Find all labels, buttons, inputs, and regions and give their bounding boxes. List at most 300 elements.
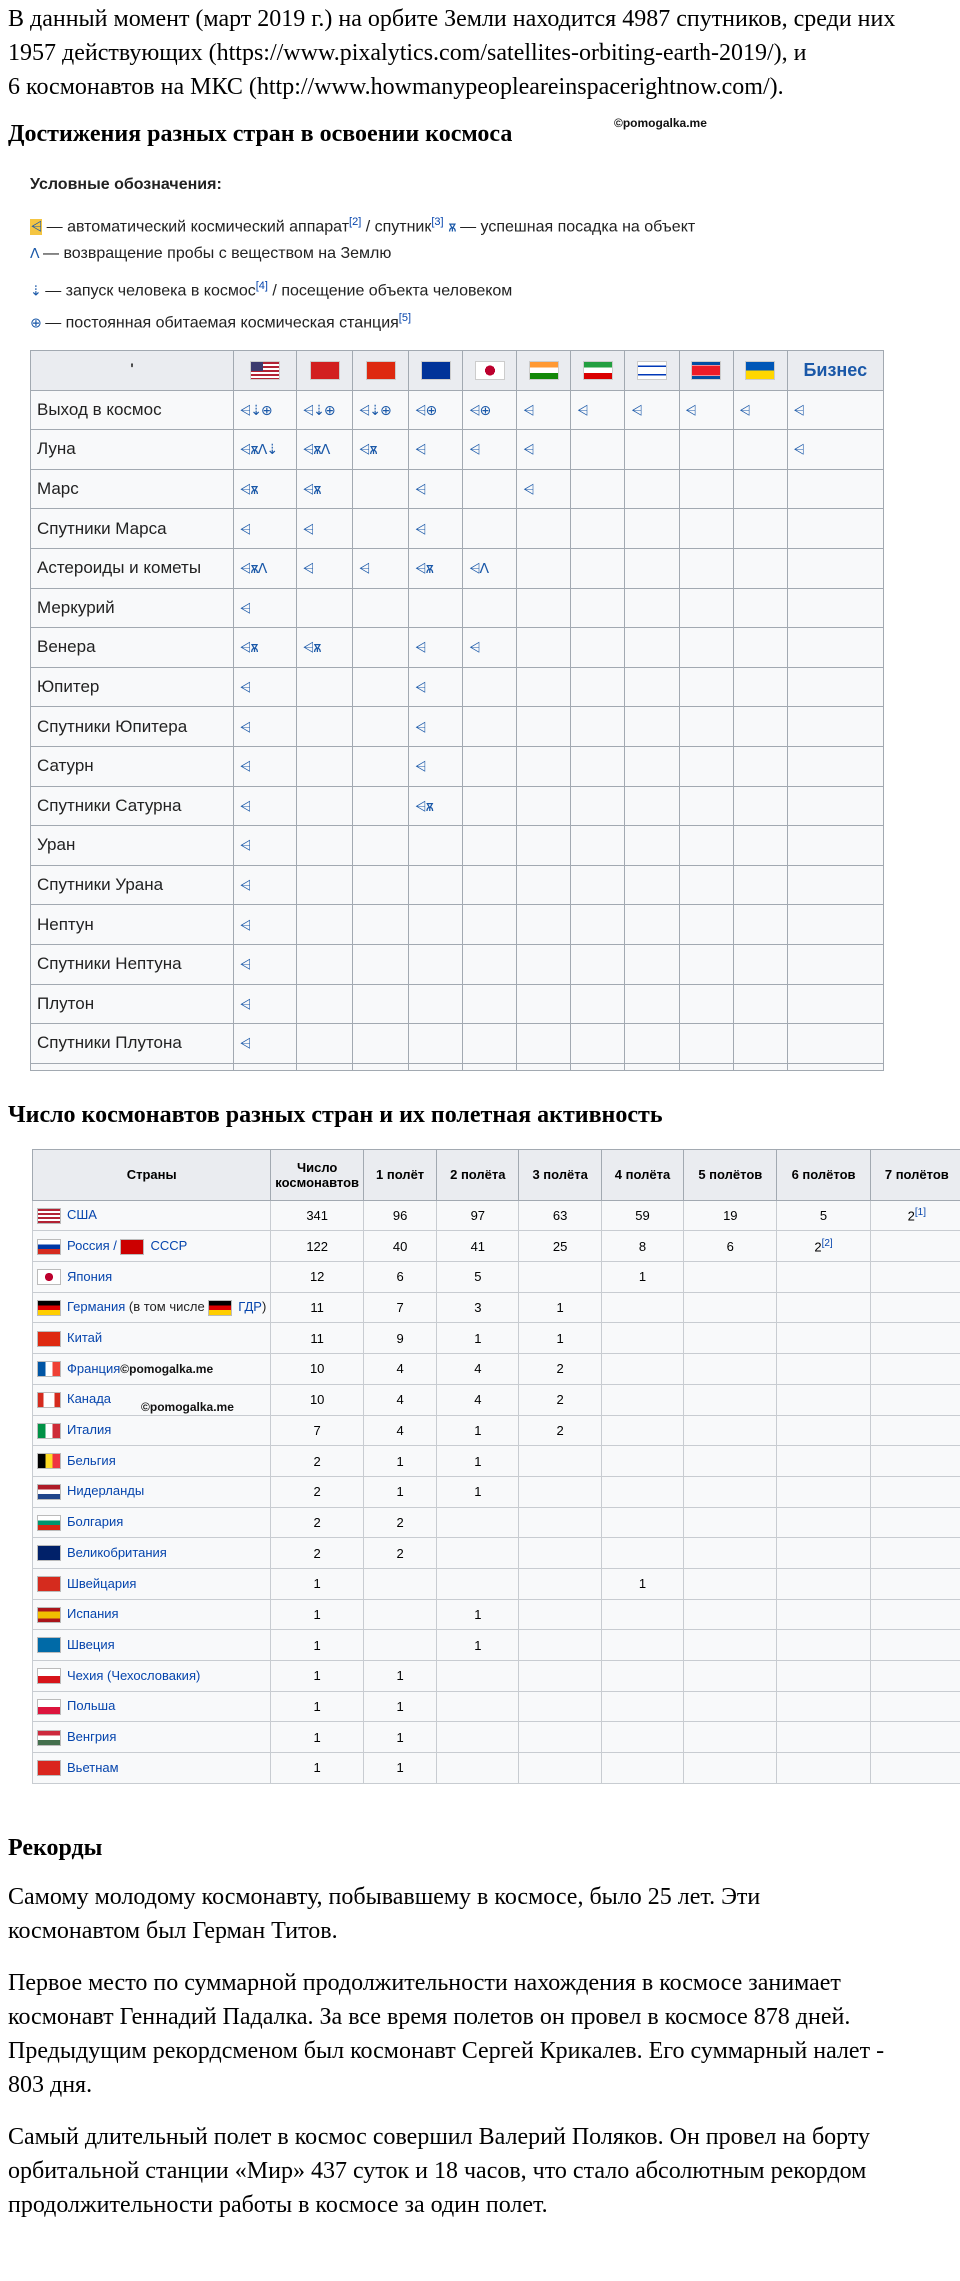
- cosmonauts-row: [33, 1292, 960, 1323]
- flight-count-cell: [437, 1661, 519, 1692]
- country-link[interactable]: Болгария: [67, 1514, 124, 1530]
- flag-ukraine: [733, 351, 787, 391]
- achievement-cell: [353, 1024, 409, 1064]
- flight-count-cell: [601, 1323, 683, 1354]
- country-cell: [33, 1200, 271, 1231]
- achievement-cell: [234, 1024, 297, 1064]
- flight-count-cell: 2[1]: [870, 1200, 960, 1231]
- country-link[interactable]: Вьетнам: [67, 1759, 119, 1775]
- country-link[interactable]: Испания: [67, 1606, 119, 1622]
- flight-count-cell: [777, 1476, 870, 1507]
- flight-count-cell: 5: [437, 1262, 519, 1293]
- flight-count-cell: [684, 1691, 777, 1722]
- achievement-icons: ⩤: [793, 402, 804, 419]
- flight-count-cell: [870, 1415, 960, 1446]
- achievement-cell: [353, 390, 409, 430]
- flight-count-cell: 1: [271, 1630, 364, 1661]
- target-name: Спутники Сатурна: [31, 786, 234, 826]
- flight-count-cell: 1: [364, 1446, 437, 1477]
- achievement-cell: [625, 865, 679, 905]
- achievement-cell: [353, 548, 409, 588]
- achievement-cell: [733, 944, 787, 984]
- flight-count-cell: [519, 1538, 601, 1569]
- country-flag-icon: [37, 1545, 61, 1561]
- flight-count-cell: [777, 1415, 870, 1446]
- achievement-cell: [517, 667, 571, 707]
- achievement-cell: [409, 430, 463, 470]
- achievement-cell: [733, 667, 787, 707]
- achievement-cell: [234, 786, 297, 826]
- achievement-cell: [571, 390, 625, 430]
- target-name: Спутники Урана: [31, 865, 234, 905]
- country-link[interactable]: Япония: [67, 1268, 113, 1284]
- flight-count-cell: 25: [519, 1231, 601, 1262]
- flight-count-cell: 1: [364, 1753, 437, 1784]
- cosmonauts-row: [33, 1568, 960, 1599]
- achievement-cell: [625, 390, 679, 430]
- flight-count-cell: [777, 1323, 870, 1354]
- achievement-icons: ⩤: [240, 719, 251, 736]
- cosmonauts-row: [33, 1323, 960, 1354]
- country-flag-icon: [37, 1515, 61, 1531]
- achievement-cell: [463, 509, 517, 549]
- flight-count-cell: [870, 1661, 960, 1692]
- flight-count-cell: [870, 1323, 960, 1354]
- cosmonauts-row: [33, 1354, 960, 1385]
- country-link[interactable]: Франция: [67, 1360, 121, 1376]
- achievement-icons: ⩤⊕: [469, 402, 491, 419]
- achievement-cell: [234, 746, 297, 786]
- achievement-row: [31, 786, 884, 826]
- achievement-cell: [571, 707, 625, 747]
- flight-count-cell: [870, 1231, 960, 1262]
- country-link[interactable]: Бельгия: [67, 1452, 116, 1468]
- flight-count-cell: 40: [364, 1231, 437, 1262]
- achievement-cell: [787, 786, 883, 826]
- flight-count-cell: [437, 1691, 519, 1722]
- achievement-icons: ⩤ѫⴷ: [240, 561, 267, 578]
- achievement-icons: ⩤: [240, 759, 251, 776]
- country-link[interactable]: СССР: [150, 1237, 188, 1253]
- achievement-cell: [353, 588, 409, 628]
- ref-link[interactable]: [3]: [431, 216, 444, 228]
- cosmonauts-row: [33, 1476, 960, 1507]
- col-5-flights: 5 полётов: [684, 1149, 777, 1200]
- achievement-icons: ⩤: [415, 521, 426, 538]
- achievement-cell: [353, 826, 409, 866]
- achievement-icons: ⩤: [240, 798, 251, 815]
- achievement-cell: [517, 746, 571, 786]
- flight-count-cell: [870, 1262, 960, 1293]
- achievement-icons: ⩤: [240, 838, 251, 855]
- achievement-cell: [571, 746, 625, 786]
- achievement-cell: [234, 390, 297, 430]
- country-flag-icon: [37, 1208, 61, 1224]
- country-link[interactable]: США: [67, 1207, 97, 1223]
- achievement-icons: ⩤ѫⴷ: [302, 442, 330, 459]
- flight-count-cell: [437, 1568, 519, 1599]
- flight-count-cell: 2: [364, 1538, 437, 1569]
- achievement-cell: [625, 944, 679, 984]
- flight-count-cell: [519, 1446, 601, 1477]
- flight-count-cell: 1: [364, 1476, 437, 1507]
- ref-link[interactable]: [4]: [255, 280, 268, 292]
- flight-count-cell: [870, 1507, 960, 1538]
- achievement-cell: [353, 786, 409, 826]
- country-cell: [33, 1476, 271, 1507]
- cosmonauts-row: [33, 1446, 960, 1477]
- achievement-cell: [733, 984, 787, 1024]
- flight-count-cell: [601, 1384, 683, 1415]
- flight-count-cell: [684, 1476, 777, 1507]
- flight-count-cell: 1: [437, 1446, 519, 1477]
- flight-count-cell: 4: [437, 1354, 519, 1385]
- col-count: Число космонавтов: [271, 1149, 364, 1200]
- flight-count-cell: 1: [519, 1323, 601, 1354]
- achievement-icons: ⩤: [240, 680, 251, 697]
- achievement-cell: [625, 469, 679, 509]
- flight-count-cell: [870, 1476, 960, 1507]
- achievement-cell: [571, 548, 625, 588]
- achievement-cell: [463, 1024, 517, 1064]
- flight-count-cell: [684, 1262, 777, 1293]
- achievement-cell: [571, 786, 625, 826]
- flight-count-cell: [777, 1753, 870, 1784]
- cosmonauts-row: [33, 1599, 960, 1630]
- flight-count-cell: 2: [271, 1446, 364, 1477]
- achievement-row: [31, 548, 884, 588]
- achievement-cell: [571, 944, 625, 984]
- flight-count-cell: [519, 1476, 601, 1507]
- col-2-flights: 2 полёта: [437, 1149, 519, 1200]
- ref-link[interactable]: [2]: [349, 216, 362, 228]
- achievement-cell: [296, 469, 352, 509]
- achievement-cell: [787, 865, 883, 905]
- achievement-cell: [733, 430, 787, 470]
- flight-count-cell: [684, 1292, 777, 1323]
- achievement-cell: [733, 588, 787, 628]
- flight-count-cell: 9: [364, 1323, 437, 1354]
- flight-count-cell: [601, 1476, 683, 1507]
- ref-link[interactable]: [2]: [821, 1238, 833, 1250]
- achievement-cell: [296, 865, 352, 905]
- achievement-cell: [625, 1024, 679, 1064]
- flight-count-cell: [870, 1446, 960, 1477]
- flight-count-cell: [684, 1599, 777, 1630]
- achievement-icons: ⩤: [631, 402, 642, 419]
- achievement-cell: [679, 707, 733, 747]
- achievement-cell: [463, 390, 517, 430]
- achievement-icons: ⩤ѫ: [240, 482, 258, 499]
- achievements-table: [30, 350, 884, 1071]
- flight-count-cell: [601, 1691, 683, 1722]
- flight-count-cell: [437, 1753, 519, 1784]
- flight-count-cell: [601, 1292, 683, 1323]
- country-cell: [33, 1231, 271, 1262]
- achievement-cell: [234, 905, 297, 945]
- achievement-icons: ⩤⇣⊕: [302, 402, 335, 419]
- flight-count-cell: [684, 1354, 777, 1385]
- achievement-cell: [571, 430, 625, 470]
- achievement-cell: [296, 905, 352, 945]
- country-cell: [33, 1630, 271, 1661]
- flag-eu: [409, 351, 463, 391]
- flight-count-cell: [364, 1568, 437, 1599]
- cosmonauts-row: [33, 1753, 960, 1784]
- achievement-cell: [296, 509, 352, 549]
- achievement-cell: [787, 628, 883, 668]
- achievement-cell: [463, 786, 517, 826]
- flight-count-cell: 6: [364, 1262, 437, 1293]
- flight-count-cell: [601, 1446, 683, 1477]
- flight-count-cell: 1: [364, 1722, 437, 1753]
- achievement-cell: [625, 548, 679, 588]
- achievement-cell: [353, 746, 409, 786]
- country-link[interactable]: Нидерланды: [67, 1483, 145, 1499]
- achievement-icons: ⩤: [523, 482, 534, 499]
- flight-count-cell: [519, 1722, 601, 1753]
- achievement-cell: [679, 667, 733, 707]
- achievement-cell: [409, 509, 463, 549]
- flight-count-cell: [777, 1599, 870, 1630]
- achievement-cell: [571, 865, 625, 905]
- achievement-cell: [353, 707, 409, 747]
- achievement-cell: [409, 984, 463, 1024]
- country-link[interactable]: ГДР: [238, 1299, 262, 1315]
- country-flag-icon: [37, 1637, 61, 1653]
- target-name: Марс: [31, 469, 234, 509]
- achievement-cell: [234, 469, 297, 509]
- flight-count-cell: 1: [437, 1630, 519, 1661]
- achievement-cell: [787, 905, 883, 945]
- achievement-cell: [463, 628, 517, 668]
- country-link[interactable]: Польша: [67, 1698, 116, 1714]
- achievement-cell: [234, 628, 297, 668]
- achievement-cell: [409, 746, 463, 786]
- achievement-cell: [409, 826, 463, 866]
- achievement-row: [31, 865, 884, 905]
- flight-count-cell: 4: [364, 1384, 437, 1415]
- country-note-end: ): [261, 1299, 267, 1315]
- records-paragraph-1: Самому молодому космонавту, побывавшему в космосе, было 25 лет. Эти космонавтом был Герман Титов.: [8, 1883, 761, 1944]
- achievement-cell: [733, 826, 787, 866]
- col-7-flights: 7 полётов: [870, 1149, 960, 1200]
- country-flag-icon: [120, 1239, 144, 1255]
- achievement-row: [31, 469, 884, 509]
- achievement-cell: [517, 548, 571, 588]
- ref-link[interactable]: [5]: [398, 312, 412, 324]
- achievement-cell: [463, 826, 517, 866]
- flight-count-cell: 4: [437, 1384, 519, 1415]
- flight-count-cell: 2: [271, 1538, 364, 1569]
- col-6-flights: 6 полётов: [777, 1149, 870, 1200]
- achievement-cell: [353, 509, 409, 549]
- country-flag-icon: [37, 1484, 61, 1500]
- achievement-cell: [296, 628, 352, 668]
- station-icon: ⊕: [30, 315, 41, 332]
- flight-count-cell: 1: [601, 1262, 683, 1293]
- flight-count-cell: [364, 1630, 437, 1661]
- country-flag-icon: [37, 1392, 61, 1408]
- achievement-cell: [625, 786, 679, 826]
- achievement-cell: [733, 390, 787, 430]
- watermark: ©pomogalka.me: [141, 1400, 234, 1415]
- achievement-cell: [571, 826, 625, 866]
- legend-row-human: ⇣ — запуск человека в космос[4] / посещение объекта человеком: [30, 280, 513, 300]
- achievement-cell: [571, 984, 625, 1024]
- flight-count-cell: [870, 1384, 960, 1415]
- flight-count-cell: 12: [271, 1262, 364, 1293]
- flight-count-cell: 96: [364, 1200, 437, 1231]
- achievement-icons: ⩤: [359, 561, 370, 578]
- achievement-cell: [409, 390, 463, 430]
- country-flag-icon: [37, 1453, 61, 1469]
- flight-count-cell: [777, 1691, 870, 1722]
- country-link[interactable]: Чехия (Чехословакия): [67, 1667, 201, 1683]
- flight-count-cell: 2: [271, 1476, 364, 1507]
- flight-count-cell: [684, 1415, 777, 1446]
- achievement-cell: [409, 469, 463, 509]
- target-name: Спутники Нептуна: [31, 944, 234, 984]
- flight-count-cell: [437, 1507, 519, 1538]
- achievement-cell: [234, 667, 297, 707]
- col-4-flights: 4 полёта: [601, 1149, 683, 1200]
- flight-count-cell: 1: [271, 1753, 364, 1784]
- records-title: Рекорды: [8, 1834, 103, 1861]
- cosmonauts-row: [33, 1507, 960, 1538]
- achievement-icons: ⩤ѫ: [415, 561, 434, 578]
- achievement-cell: [733, 469, 787, 509]
- flight-count-cell: [684, 1384, 777, 1415]
- achievement-icons: ⩤ѫ: [415, 798, 434, 815]
- achievement-cell: [625, 628, 679, 668]
- achievement-icons: ⩤: [240, 917, 251, 934]
- achievement-cell: [571, 1024, 625, 1064]
- flag-china: [353, 351, 409, 391]
- achievement-cell: [517, 905, 571, 945]
- achievement-cell: [409, 707, 463, 747]
- country-link[interactable]: Швейцария: [67, 1575, 137, 1591]
- flight-count-cell: [519, 1599, 601, 1630]
- achievement-icons: ⩤: [240, 878, 251, 895]
- achievement-cell: [353, 667, 409, 707]
- achievement-cell: [679, 746, 733, 786]
- flight-count-cell: 1: [271, 1691, 364, 1722]
- country-flag-icon: [37, 1239, 61, 1255]
- country-note: (в том числе: [125, 1299, 209, 1315]
- achievement-cell: [296, 984, 352, 1024]
- country-cell: [33, 1753, 271, 1784]
- cosmonauts-row: [33, 1262, 960, 1293]
- achievement-icons: ⩤: [577, 402, 588, 419]
- ref-link[interactable]: [1]: [914, 1207, 927, 1219]
- achievement-cell: [296, 430, 352, 470]
- achievement-cell: [787, 746, 883, 786]
- achievement-row: [31, 430, 884, 470]
- target-name: Меркурий: [31, 588, 234, 628]
- achievement-cell: [234, 944, 297, 984]
- achievement-icons: ⩤: [685, 402, 696, 419]
- flight-count-cell: [870, 1630, 960, 1661]
- flight-count-cell: [684, 1538, 777, 1569]
- achievement-icons: ⩤: [523, 402, 534, 419]
- achievement-cell: [517, 1024, 571, 1064]
- sample-return-icon: ⴷ: [30, 246, 39, 262]
- achievement-icons: ⩤: [415, 680, 426, 697]
- flight-count-cell: [601, 1507, 683, 1538]
- country-link[interactable]: Венгрия: [67, 1728, 117, 1744]
- flight-count-cell: [684, 1507, 777, 1538]
- country-link[interactable]: Италия: [67, 1422, 112, 1438]
- achievement-cell: [296, 944, 352, 984]
- achievement-cell: [463, 707, 517, 747]
- achievement-cell: [679, 786, 733, 826]
- flight-count-cell: 1: [437, 1476, 519, 1507]
- flight-count-cell: 41: [437, 1231, 519, 1262]
- achievement-cell: [733, 865, 787, 905]
- country-cell: [33, 1384, 271, 1415]
- country-link[interactable]: Великобритания: [67, 1544, 167, 1560]
- achievement-cell: [733, 786, 787, 826]
- achievement-row: [31, 628, 884, 668]
- country-link[interactable]: Канада: [67, 1391, 112, 1407]
- landing-icon: ѫ: [448, 219, 456, 236]
- country-link[interactable]: Германия: [67, 1299, 126, 1315]
- flight-count-cell: 341: [271, 1200, 364, 1231]
- flight-count-cell: [684, 1661, 777, 1692]
- achievement-cell: [733, 746, 787, 786]
- country-link[interactable]: Россия /: [67, 1237, 121, 1253]
- achievement-cell: [625, 746, 679, 786]
- achievement-icons: ⩤: [469, 640, 480, 657]
- achievement-cell: [353, 905, 409, 945]
- country-link[interactable]: Швеция: [67, 1636, 115, 1652]
- col-1-flight: 1 полёт: [364, 1149, 437, 1200]
- achievement-cell: [463, 588, 517, 628]
- flight-count-cell: [601, 1354, 683, 1385]
- achievement-cell: [733, 628, 787, 668]
- achievement-cell: [787, 430, 883, 470]
- achievement-cell: [517, 944, 571, 984]
- country-cell: [33, 1507, 271, 1538]
- achievement-cell: [353, 469, 409, 509]
- country-flag-icon: [37, 1760, 61, 1776]
- flight-count-cell: [870, 1538, 960, 1569]
- country-cell: [33, 1691, 271, 1722]
- achievement-cell: [625, 707, 679, 747]
- country-link[interactable]: Китай: [67, 1330, 103, 1345]
- achievement-cell: [234, 865, 297, 905]
- flight-count-cell: [601, 1661, 683, 1692]
- flight-count-cell: [684, 1323, 777, 1354]
- achievement-icons: ⩤ѫ: [359, 442, 377, 459]
- records-paragraph-3: Самый длительный полет в космос совершил Валерий Поляков. Он провел на борту орбитальной станции «Мир» 437 суток и 18 часов, что стало абсолютным рекордом продолжительности работы в космосе за один полет.: [8, 2123, 871, 2218]
- cosmonauts-row: [33, 1722, 960, 1753]
- flight-count-cell: [777, 1722, 870, 1753]
- achievement-cell: [679, 469, 733, 509]
- achievement-cell: [517, 865, 571, 905]
- country-flag-icon: [37, 1423, 61, 1439]
- flight-count-cell: 97: [437, 1200, 519, 1231]
- achievement-cell: [463, 548, 517, 588]
- col-countries: Страны: [33, 1149, 271, 1200]
- country-cell: [33, 1354, 271, 1385]
- achievement-cell: [679, 628, 733, 668]
- achievement-cell: [517, 707, 571, 747]
- flight-count-cell: 6: [684, 1231, 777, 1262]
- flight-count-cell: [870, 1753, 960, 1784]
- country-flag-icon: [37, 1331, 61, 1347]
